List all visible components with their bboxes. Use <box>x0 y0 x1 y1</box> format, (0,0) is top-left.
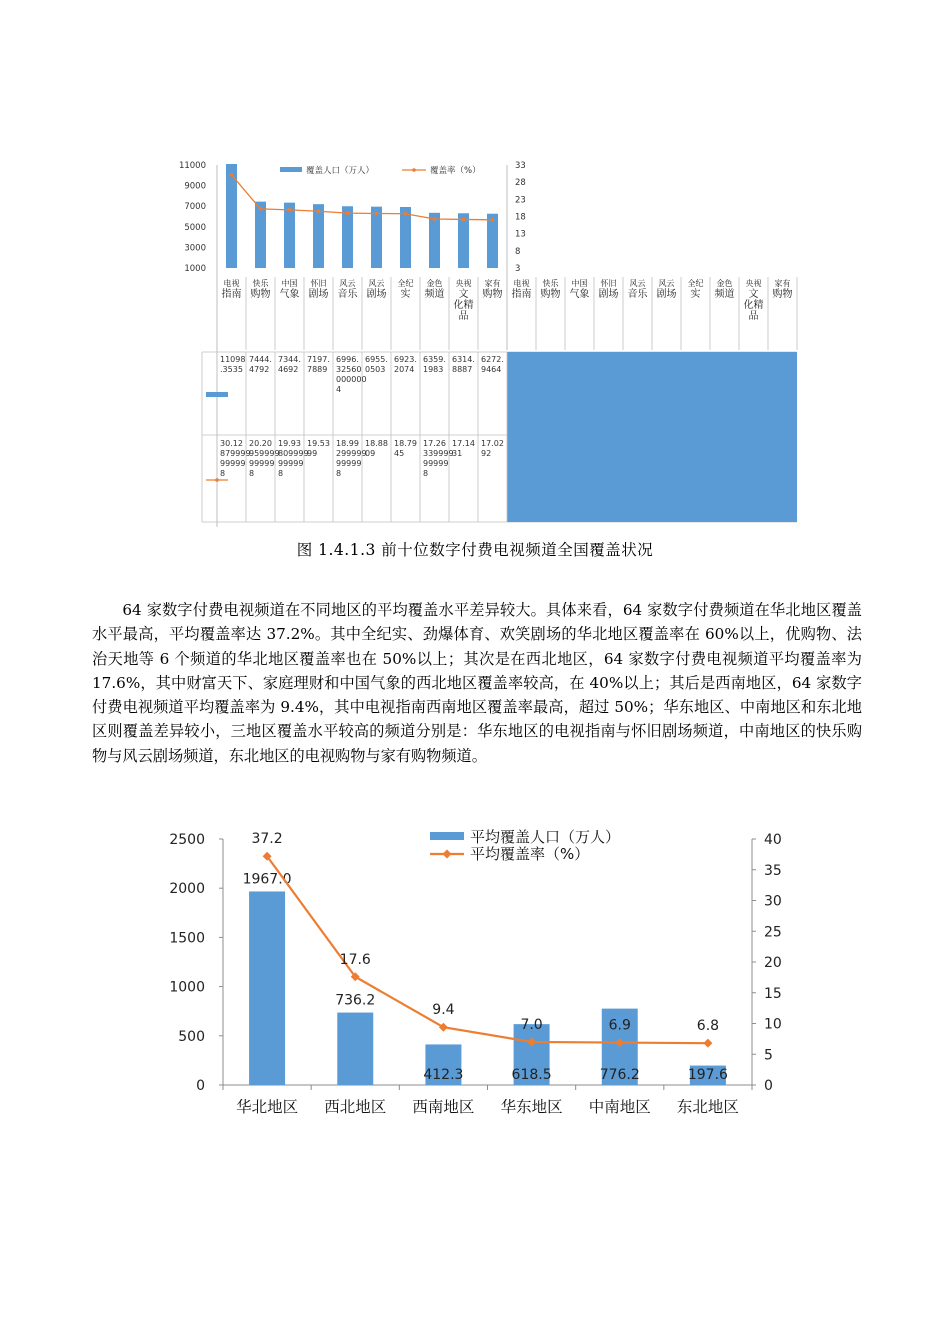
rate-line <box>267 856 708 1043</box>
bar-4 <box>342 206 353 268</box>
rate-value-label: 17.6 <box>339 951 371 968</box>
right-tick-label: 8 <box>515 246 521 257</box>
category-label-1: 购物 <box>540 289 561 300</box>
category-label-0: 指南 <box>511 289 532 300</box>
category-label-2: 中国 <box>281 279 298 288</box>
right-tick-label: 18 <box>515 212 526 223</box>
rate-cell: 17.14 <box>452 439 475 448</box>
category-label-2: 气象 <box>279 289 300 300</box>
rate-point-2 <box>288 208 292 212</box>
x-category-label: 华北地区 <box>236 1098 299 1116</box>
rate-point-0 <box>230 173 234 177</box>
rate-point-4 <box>346 211 350 215</box>
category-label-0: 指南 <box>221 289 242 300</box>
category-label-5: 风云 <box>658 279 675 288</box>
rate-cell: 20.20 <box>249 439 272 448</box>
legend-bar-label: 平均覆盖人口（万人） <box>470 828 621 846</box>
rate-point-8 <box>462 218 466 222</box>
left-tick-label: 2500 <box>169 832 205 848</box>
category-label-0: 电视 <box>513 279 530 288</box>
category-label-4: 风云 <box>629 279 646 288</box>
category-label-6: 实 <box>690 289 701 300</box>
bar-value-label: 412.3 <box>423 1067 464 1083</box>
category-label-7: 金色 <box>716 279 733 288</box>
category-label-8: 文 <box>748 289 759 300</box>
legend-line-label: 覆盖率（%） <box>430 166 481 176</box>
left-tick-label: 3000 <box>184 243 206 254</box>
bar-value-label: 197.6 <box>687 1067 728 1083</box>
category-label-3: 怀旧 <box>600 279 617 288</box>
rate-cell: 92 <box>481 449 492 458</box>
category-label-3: 剧场 <box>598 289 619 300</box>
x-category-label: 西南地区 <box>412 1098 475 1116</box>
x-category-label: 西北地区 <box>324 1098 387 1116</box>
rate-cell: 8 <box>336 469 342 478</box>
rate-cell: 19.53 <box>307 439 330 448</box>
rate-cell: 45 <box>394 449 405 458</box>
left-tick-label: 2000 <box>169 881 205 898</box>
right-tick-label: 5 <box>764 1047 773 1064</box>
population-cell: 6359. <box>423 355 446 364</box>
population-cell: .3535 <box>220 365 243 374</box>
rate-cell: 99999 <box>278 459 304 468</box>
category-label-5: 剧场 <box>366 289 387 300</box>
body-paragraph <box>92 598 862 768</box>
category-label-1: 快乐 <box>542 279 559 288</box>
left-tick-label: 11000 <box>178 161 206 171</box>
rate-point-5 <box>375 212 379 216</box>
category-label-4: 音乐 <box>627 289 648 300</box>
rate-cell: 809999 <box>278 449 309 458</box>
right-tick-label: 3 <box>515 264 521 274</box>
right-tick-label: 33 <box>515 161 526 171</box>
left-tick-label: 500 <box>178 1028 205 1045</box>
population-cell: 000000 <box>336 375 367 384</box>
bar-华北地区 <box>249 891 285 1085</box>
rate-cell: 339999 <box>423 449 454 458</box>
row-marker-bar <box>206 392 228 397</box>
legend-line-marker <box>443 850 452 859</box>
rate-cell: 879999 <box>220 449 251 458</box>
category-label-8: 文 <box>458 289 469 300</box>
rate-cell: 99999 <box>249 459 275 468</box>
regional-coverage-chart <box>169 820 800 1120</box>
population-cell: 4692 <box>278 365 299 374</box>
rate-value-label: 37.2 <box>251 831 283 848</box>
category-label-7: 频道 <box>714 289 735 300</box>
right-tick-label: 30 <box>764 893 782 910</box>
rate-cell: 99 <box>307 449 318 458</box>
population-cell: 6314. <box>452 355 475 364</box>
category-label-5: 剧场 <box>656 289 677 300</box>
rate-point-西南地区 <box>439 1023 448 1032</box>
rate-cell: 8 <box>278 469 284 478</box>
rate-value-label: 6.8 <box>696 1018 720 1035</box>
bar-西北地区 <box>337 1013 373 1085</box>
category-label-1: 快乐 <box>252 279 269 288</box>
population-cell: 6955. <box>365 355 388 364</box>
legend-line-marker <box>412 168 416 172</box>
category-label-5: 风云 <box>368 279 385 288</box>
bar-7 <box>429 213 440 268</box>
population-cell: 32560 <box>336 365 362 374</box>
population-cell: 2074 <box>394 365 415 374</box>
rate-point-9 <box>491 218 495 222</box>
rate-point-3 <box>317 209 321 213</box>
rate-cell: 19.93 <box>278 439 301 448</box>
rate-cell: 959999 <box>249 449 280 458</box>
rate-cell: 8 <box>249 469 255 478</box>
rate-line <box>232 175 493 220</box>
bar-value-label: 618.5 <box>511 1067 552 1083</box>
bar-2 <box>284 203 295 268</box>
left-tick-label: 1500 <box>169 930 205 947</box>
rate-cell: 99999 <box>336 459 362 468</box>
category-label-6: 全纪 <box>687 279 704 288</box>
category-label-8: 央视 <box>455 279 472 288</box>
category-label-9: 购物 <box>482 289 503 300</box>
right-tick-label: 0 <box>764 1078 773 1094</box>
category-label-4: 音乐 <box>337 289 358 300</box>
bar-6 <box>400 207 411 268</box>
right-tick-label: 10 <box>764 1016 782 1033</box>
rate-cell: 18.88 <box>365 439 388 448</box>
rate-cell: 09 <box>365 449 376 458</box>
population-cell: 4792 <box>249 365 270 374</box>
rate-value-label: 6.9 <box>608 1017 631 1034</box>
rate-cell: 18.79 <box>394 439 417 448</box>
rate-cell: 299999 <box>336 449 367 458</box>
x-category-label: 华东地区 <box>500 1098 563 1116</box>
category-label-3: 怀旧 <box>310 279 327 288</box>
category-label-0: 电视 <box>223 279 240 288</box>
rate-point-7 <box>433 217 437 221</box>
x-category-label: 东北地区 <box>676 1098 739 1116</box>
rate-point-6 <box>404 212 408 216</box>
x-category-label: 中南地区 <box>588 1098 651 1116</box>
category-label-6: 全纪 <box>397 279 414 288</box>
legend-line-label: 平均覆盖率（%） <box>470 845 590 863</box>
rate-cell: 30.12 <box>220 439 243 448</box>
legend-bar-swatch <box>280 167 302 172</box>
population-cell: 7889 <box>307 365 328 374</box>
rate-value-label: 7.0 <box>520 1016 543 1033</box>
population-cell: 0503 <box>365 365 386 374</box>
rate-value-label: 9.4 <box>432 1002 455 1019</box>
paragraph-text: 64 家数字付费电视频道在不同地区的平均覆盖水平差异较大。具体来看，64 家数字付费频道在华北地区覆盖水平最高，平均覆盖率达 37.2%。其中全纪实、劲爆体育、欢笑剧场的华北地区覆盖率在 60%以上，优购物、法治天地等 6 个频道的华北地区覆盖率也在 50%以上；其次是在西北地区，64 家数字付费电视频道平均覆盖率为 17.6%，其中财富天下、家庭理财和中国气象的西北地区覆盖率较高，在 40%以上；其后是西南地区，64 家数字付费电视频道平均覆盖率为 9.4%，其中电视指南西南地区覆盖率最高，超过 50%；华东地区、中南地区和东北地区则覆盖差异较小，三地区覆盖水平较高的频道分别是：华东地区的电视指南与怀旧剧场频道，中南地区的快乐购物与风云剧场频道，东北地区的电视购物与家有购物频道。 <box>92 601 862 765</box>
left-tick-label: 1000 <box>184 264 206 274</box>
category-label-9: 购物 <box>772 289 793 300</box>
category-label-1: 购物 <box>250 289 271 300</box>
bar-value-label: 736.2 <box>335 992 376 1009</box>
left-tick-label: 7000 <box>184 202 206 213</box>
category-label-7: 金色 <box>426 279 443 288</box>
rate-point-东北地区 <box>703 1039 712 1048</box>
left-tick-label: 1000 <box>169 979 205 996</box>
rate-cell: 18.99 <box>336 439 359 448</box>
population-cell: 7344. <box>278 355 301 364</box>
category-label-9: 家有 <box>774 279 791 288</box>
category-label-8: 化精 <box>453 300 474 311</box>
bar-3 <box>313 204 324 268</box>
left-tick-label: 5000 <box>184 222 206 233</box>
category-label-8: 品 <box>748 311 759 322</box>
bar-1 <box>255 202 266 268</box>
population-cell: 7444. <box>249 355 272 364</box>
right-tick-label: 40 <box>764 832 782 848</box>
rate-point-1 <box>259 207 263 211</box>
rate-cell: 31 <box>452 449 463 458</box>
population-cell: 6923. <box>394 355 417 364</box>
right-tick-label: 20 <box>764 955 782 971</box>
left-tick-label: 0 <box>196 1078 205 1094</box>
population-cell: 1983 <box>423 365 444 374</box>
rate-cell: 17.02 <box>481 439 504 448</box>
population-cell: 4 <box>336 385 342 394</box>
right-tick-label: 13 <box>515 229 526 240</box>
bar-value-label: 1967.0 <box>242 871 292 888</box>
population-cell: 6996. <box>336 355 359 364</box>
right-tick-label: 28 <box>515 178 526 189</box>
population-cell: 8887 <box>452 365 473 374</box>
right-tick-label: 25 <box>764 924 782 941</box>
right-tick-label: 35 <box>764 862 782 879</box>
legend-bar-swatch <box>430 832 464 840</box>
bar-8 <box>458 213 469 268</box>
population-cell: 7197. <box>307 355 330 364</box>
category-label-4: 风云 <box>339 279 356 288</box>
category-label-8: 品 <box>458 311 469 322</box>
rate-cell: 8 <box>220 469 226 478</box>
category-label-7: 频道 <box>424 289 445 300</box>
bar-9 <box>487 214 498 268</box>
figure-caption: 图 1.4.1.3 前十位数字付费电视频道全国覆盖状况 <box>296 541 654 559</box>
category-label-9: 家有 <box>484 279 501 288</box>
population-cell: 9464 <box>481 365 502 374</box>
right-tick-label: 23 <box>515 195 526 206</box>
rate-cell: 8 <box>423 469 429 478</box>
rate-cell: 99999 <box>423 459 449 468</box>
category-label-6: 实 <box>400 289 411 300</box>
table-filled-region <box>507 352 797 522</box>
population-cell: 6272. <box>481 355 504 364</box>
left-tick-label: 9000 <box>184 181 206 192</box>
bar-value-label: 776.2 <box>599 1067 640 1083</box>
legend-bar-label: 覆盖人口（万人） <box>306 166 375 176</box>
right-tick-label: 15 <box>764 985 782 1002</box>
top-ten-channels-chart <box>170 155 810 527</box>
category-label-8: 央视 <box>745 279 762 288</box>
category-label-8: 化精 <box>743 300 764 311</box>
category-label-2: 气象 <box>569 289 590 300</box>
bar-5 <box>371 207 382 268</box>
category-label-2: 中国 <box>571 279 588 288</box>
rate-cell: 17.26 <box>423 439 446 448</box>
population-cell: 11098 <box>220 355 246 364</box>
row-marker-point <box>215 478 219 482</box>
category-label-3: 剧场 <box>308 289 329 300</box>
rate-cell: 99999 <box>220 459 246 468</box>
